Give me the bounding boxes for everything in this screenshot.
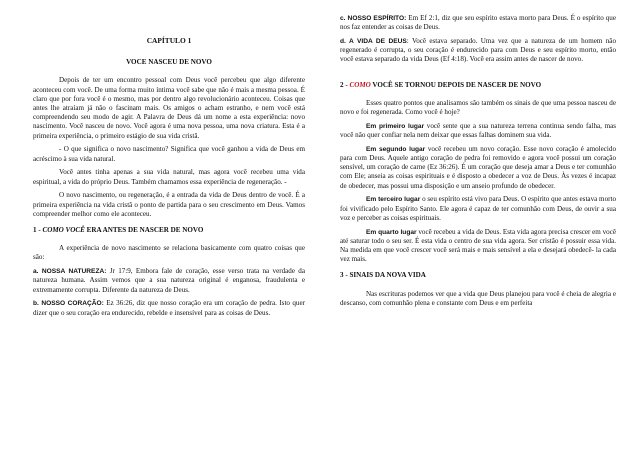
paragraph-new-life: Nas escrituras podemos ver que a vida que Deus planejou para você é cheia de alegria e descanso, com comunhão plena e constante com Deus e em perfeita <box>340 289 616 307</box>
left-column <box>33 36 305 322</box>
section-heading-2-prefix: 2 - <box>340 80 350 89</box>
point-third-text: o seu espírito está vivo para Deus. O espírito que antes estava morto foi vivificado pelo Espírito Santo. Ele agora é capaz de ter comunhão com Deus, de ouvir a sua voz e perceber as coisas espirituais. <box>340 195 617 222</box>
point-third <box>340 195 616 223</box>
section-heading-3: 3 - SINAIS DA NOVA VIDA <box>340 271 426 280</box>
item-c <box>340 14 616 32</box>
point-third-label: Em terceiro lugar <box>366 196 421 204</box>
point-first <box>340 122 616 140</box>
point-fourth <box>340 228 616 265</box>
item-d <box>340 37 616 65</box>
section-heading-2-rest: VOCÊ SE TORNOU DEPOIS DE NASCER DE NOVO <box>370 80 542 89</box>
point-second-text: você recebeu um novo coração. Esse novo coração é amolecido para com Deus. Aquele antigo coração de pedra foi removido e agora você possui um coração sensível, um coração de carne (Ez 36:26). É um coração que deseja amar a Deus e ter comunhão com Ele; anseia as coisas espirituais e é disposto a obedecer a voz de Deus. Às vezes é incapaz de obedecer, mas possui uma disposição e um anseio profundo de obedecer. <box>340 144 616 190</box>
paragraph-regeneration: O novo nascimento, ou regeneração, é a entrada da vida de Deus dentro de você. É a primeira experiência na vida cristã o ponto de partida para o seu crescimento em Deus. Vamos compreender melhor como ele aconteceu. <box>33 191 305 218</box>
paragraph-four-signs: Esses quatro pontos que analisamos são também os sinais de que uma pessoa nasceu de novo e foi regenerada. Como você é hoje? <box>340 98 616 117</box>
paragraph-four-things: A experiência de novo nascimento se relaciona basicamente com quatro coisas que são: <box>33 244 305 262</box>
right-column <box>340 14 616 313</box>
item-b-text: Ez 36:26, diz que nosso coração era um coração de pedra. Isto quer dizer que o seu coração era endurecido, rebelde e insensível para as coisas de Deus. <box>33 299 305 317</box>
item-b <box>33 299 305 317</box>
point-second-label: Em segundo lugar <box>366 145 426 153</box>
item-b-label: b. NOSSO CORAÇÃO: <box>33 300 104 308</box>
section-heading-2 <box>340 81 616 90</box>
point-first-label: Em primeiro lugar <box>366 122 425 130</box>
point-fourth-label: Em quarto lugar <box>366 228 417 236</box>
item-a-text: Jr 17:9, Embora fale de coração, esse verso trata na verdade da natureza humana. Assim vemos que a sua natureza original é enganosa, fraudulenta e extremamente corrupta. Diferente da natureza de Deus. <box>33 267 305 294</box>
section-heading-1-italic: COMO VOCÊ <box>42 226 85 235</box>
point-first-text: você sente que a sua natureza terrena continua sendo falha, mas você não quer confiar nela nem deixar que essas falhas dominem sua vida. <box>340 121 616 140</box>
item-d-text: : Você estava separado. Uma vez que a natureza de um homem não regenerado é corrupta, o seu coração é endurecido para com Deus e seu espírito morto, então você estava separado da vida Deus (Ef 4:18). Você era assim antes de nascer de novo. <box>340 37 616 64</box>
point-second <box>340 145 616 191</box>
item-c-text: Em Ef 2:1, diz que seu espírito estava morto para Deus. É o espírito que nos faz entender as coisas de Deus. <box>340 14 616 32</box>
section-heading-1 <box>33 226 305 235</box>
paragraph-intro: Depois de ter um encontro pessoal com Deus você percebeu que algo diferente aconteceu com você. De uma forma muito íntima você sabe que não é mais a mesma pessoa. É claro que por fora você é o mesmo, mas por dentro algo revolucionário aconteceu. Coisas que antes lhe atraíam já não o fascinam mais. Os amigos o acham estranho, e nem você está compreendendo seu modo de agir. A Palavra de Deus dá um nome a esta experiência: novo nascimento. Você nasceu de novo. Você agora é uma nova pessoa, uma nova criatura. Esta é a primeira experiência, o primeiro estágio de sua vida cristã. <box>33 76 305 140</box>
paragraph-question: - O que significa o novo nascimento? Significa que você ganhou a vida de Deus em acréscimo à sua vida natural. <box>33 145 305 163</box>
section-heading-2-italic: COMO <box>349 80 371 89</box>
item-d-label: d. A VIDA DE DEUS <box>340 38 407 45</box>
item-c-label: c. NOSSO ESPÍRITO: <box>340 15 407 22</box>
paragraph-spiritual-life: Você antes tinha apenas a sua vida natural, mas agora você recebeu uma vida espiritual, a vida do próprio Deus. Também chamamos essa experiência de regeneração. - <box>33 168 305 186</box>
section-heading-1-prefix: 1 - <box>33 226 43 235</box>
chapter-title: CAPÍTULO 1 <box>146 36 192 45</box>
section-heading-1-rest: ERA ANTES DE NASCER DE NOVO <box>84 226 204 235</box>
chapter-subtitle: VOCE NASCEU DE NOVO <box>126 58 212 67</box>
point-fourth-text: você recebeu a vida de Deus. Esta vida agora precisa crescer em você até saturar todo o seu ser. É esta vida o centro de sua vida agora. Ser cristão é possuir essa vida. Na medida em que você crescer você será mais e mais sensível a ela e desejará obedecê- la cada vez mais. <box>340 227 616 264</box>
item-a <box>33 267 305 295</box>
item-a-label: a. NOSSA NATUREZA: <box>33 268 107 276</box>
